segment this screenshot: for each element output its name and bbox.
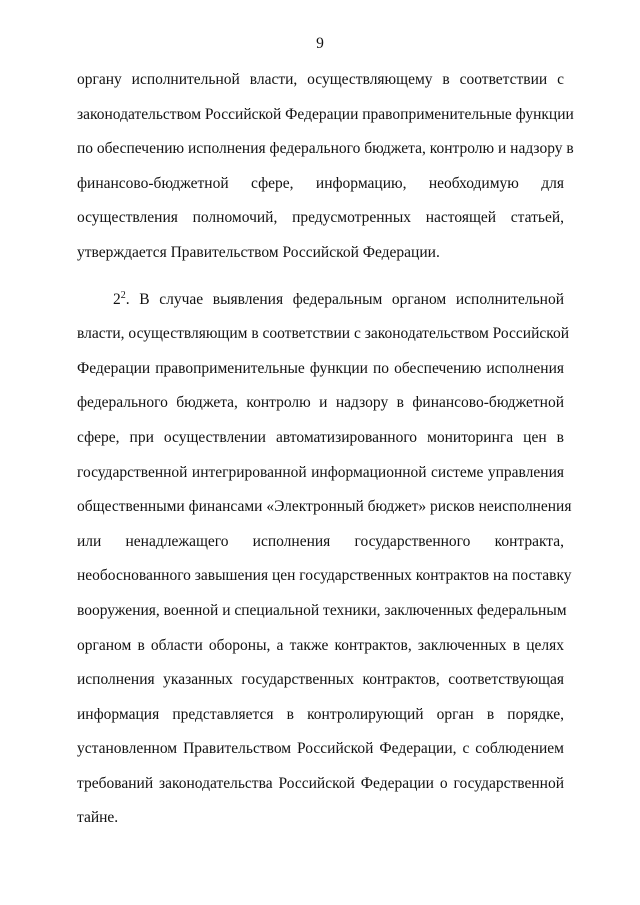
text-line: Федерации правоприменительные функции по обеспечению исполнения [77, 359, 564, 377]
text-line: финансово-бюджетной сфере, информацию, необходимую для [77, 174, 564, 192]
text-line: сфере, при осуществлении автоматизированного мониторинга цен в [77, 428, 564, 446]
text-line: вооружения, военной и специальной техники, заключенных федеральным [77, 601, 567, 619]
clause-number-superscript: 2 [120, 289, 126, 301]
paragraph-1 [77, 70, 574, 278]
text-line: или ненадлежащего исполнения государственного контракта, [77, 532, 564, 550]
text-line: по обеспечению исполнения федерального бюджета, контролю и надзору в [77, 140, 574, 158]
text-line: необоснованного завышения цен государственных контрактов на поставку [77, 567, 572, 585]
text-line: исполнения указанных государственных контрактов, соответствующая [77, 671, 564, 689]
text-line: осуществления полномочий, предусмотренных настоящей статьей, [77, 209, 564, 227]
text-line: требований законодательства Российской Федерации о государственной [77, 774, 564, 792]
paragraph-2 [77, 289, 572, 844]
text-line: органу исполнительной власти, осуществляющему в соответствии с [77, 71, 564, 88]
paragraph-gap [77, 278, 564, 290]
text-line: информация представляется в контролирующий орган в порядке, [77, 705, 564, 723]
clause-number: 2 [113, 290, 121, 308]
text-line: тайне. [77, 809, 119, 827]
text-line: органом в области обороны, а также контрактов, заключенных в целях [77, 636, 564, 654]
text-line: установленном Правительством Российской Федерации, с соблюдением [77, 740, 564, 758]
paragraph-2-first-line [77, 290, 564, 325]
text-line: государственной интегрированной информационной системе управления [77, 463, 564, 481]
page-number: 9 [316, 35, 324, 52]
document-body [77, 70, 574, 843]
text-line: федерального бюджета, контролю и надзору в финансово-бюджетной [77, 394, 564, 412]
clause-first-line-text: . В случае выявления федеральным органом исполнительной [125, 290, 564, 308]
text-line: власти, осуществляющим в соответствии с законодательством Российской [77, 325, 570, 343]
text-line: законодательством Российской Федерации правоприменительные функции [77, 105, 574, 123]
text-line: общественными финансами «Электронный бюджет» рисков неисполнения [77, 498, 572, 516]
text-line: утверждается Правительством Российской Федерации. [77, 243, 440, 261]
